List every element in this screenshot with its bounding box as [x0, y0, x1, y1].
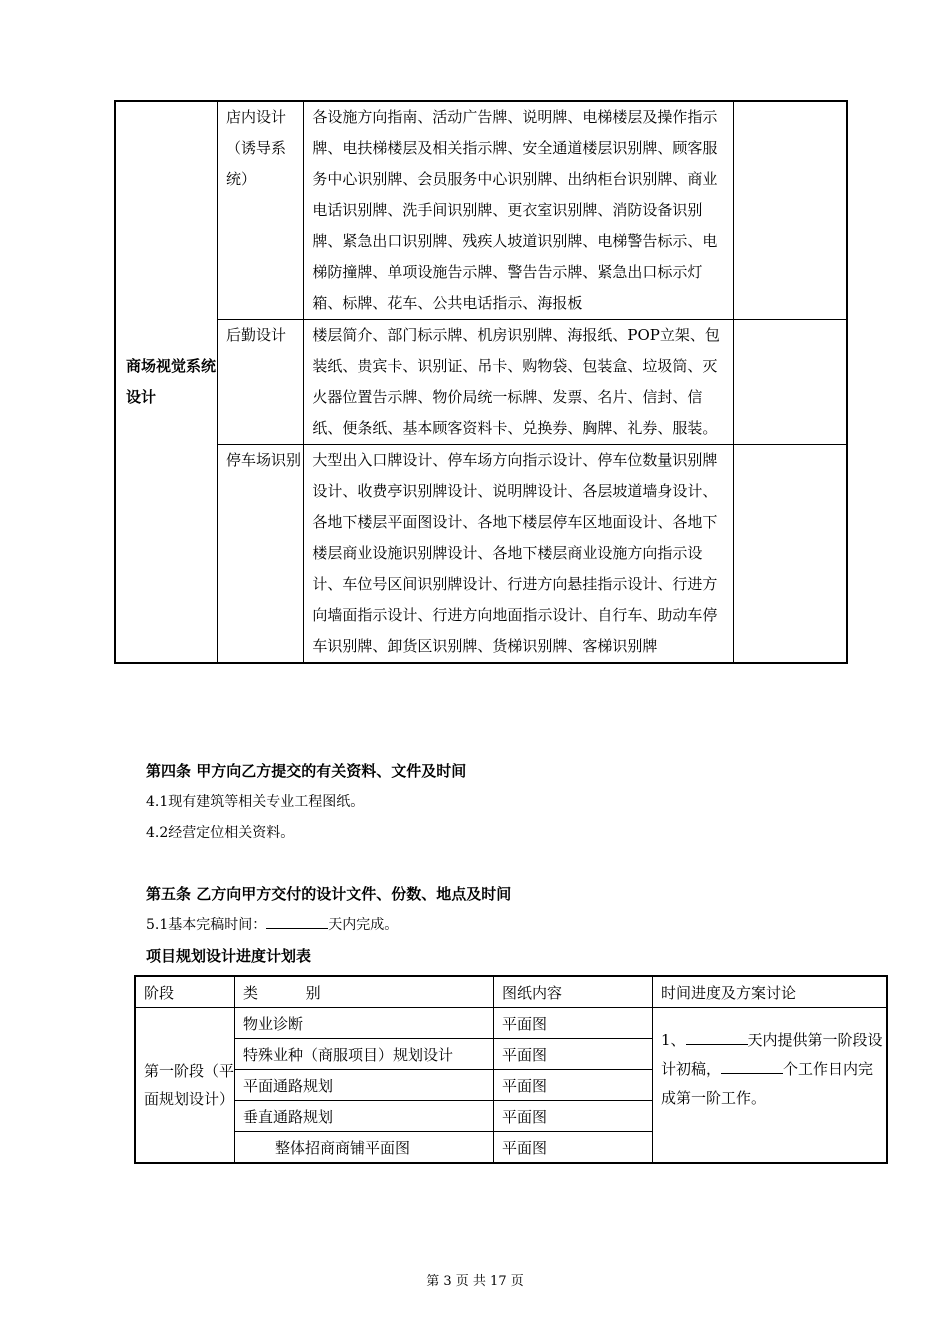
article5-heading: 第五条 乙方向甲方交付的设计文件、份数、地点及时间	[146, 885, 512, 903]
article5-item1	[146, 914, 398, 934]
category-cell: 停车场识别	[218, 445, 304, 664]
item1-suffix: 天内完成。	[328, 917, 399, 933]
content-cell: 大型出入口牌设计、停车场方向指示设计、停车位数量识别牌设计、收费亭识别牌设计、说明牌设计、各层坡道墙身设计、各地下楼层平面图设计、各地下楼层停车区地面设计、各地下楼层商业设施识别牌设计、各地下楼层商业设施方向指示设计、车位号区间识别牌设计、行进方向悬挂指示设计、行进方向墙面指示设计、行进方向地面指示设计、自行车、助动车停车识别牌、卸货区识别牌、货梯识别牌、客梯识别牌	[304, 445, 734, 664]
content-cell: 楼层简介、部门标示牌、机房识别牌、海报纸、POP立架、包装纸、贵宾卡、识别证、吊卡、购物袋、包装盒、垃圾筒、灭火器位置告示牌、物价局统一标牌、发票、名片、信封、信纸、便条纸、基本顾客资料卡、兑换券、胸牌、礼券、服装。	[304, 320, 734, 445]
item-content: 平面图	[494, 1039, 653, 1070]
category-cell: 后勤设计	[218, 320, 304, 445]
table-row	[115, 445, 847, 664]
schedule-table	[134, 975, 888, 1164]
plan-prefix: 1、	[661, 1031, 686, 1049]
blank-field	[721, 1059, 783, 1074]
article4-heading: 第四条 甲方向乙方提交的有关资料、文件及时间	[146, 762, 467, 780]
item-content: 平面图	[494, 1132, 653, 1164]
section-label: 商场视觉系统设计	[115, 101, 218, 663]
page-footer: 第 3 页 共 17 页	[426, 1274, 524, 1289]
header-stage: 阶段	[135, 976, 235, 1008]
item1-prefix: 5.1基本完稿时间：	[146, 917, 267, 933]
table-row	[135, 1008, 887, 1039]
visual-system-table	[114, 100, 848, 664]
item-name: 物业诊断	[235, 1008, 494, 1039]
article4-item2: 4.2经营定位相关资料。	[146, 825, 295, 841]
item-name: 平面通路规划	[235, 1070, 494, 1101]
blank-field	[266, 914, 328, 929]
table-row	[115, 101, 847, 320]
item-name: 垂直通路规划	[235, 1101, 494, 1132]
empty-cell	[734, 445, 847, 664]
header-schedule: 时间进度及方案讨论	[653, 976, 888, 1008]
header-category: 类 别	[235, 976, 494, 1008]
item-content: 平面图	[494, 1008, 653, 1039]
plan-cell	[653, 1008, 888, 1164]
item-name: 特殊业种（商服项目）规划设计	[235, 1039, 494, 1070]
table-row	[115, 320, 847, 445]
plan-mid: 天内提供第一阶段设计初稿，	[661, 1031, 883, 1078]
table-header-row	[135, 976, 887, 1008]
item-content: 平面图	[494, 1101, 653, 1132]
blank-field	[686, 1030, 748, 1045]
item-content: 平面图	[494, 1070, 653, 1101]
header-content: 图纸内容	[494, 976, 653, 1008]
plan-suffix: 个工作日内完成第一阶工作。	[661, 1060, 874, 1107]
article4-item1: 4.1现有建筑等相关专业工程图纸。	[146, 794, 365, 810]
stage-cell: 第一阶段（平面规划设计）	[135, 1008, 235, 1164]
category-cell: 店内设计（诱导系统）	[218, 101, 304, 320]
empty-cell	[734, 101, 847, 320]
item-name: 整体招商商铺平面图	[235, 1132, 494, 1164]
content-cell: 各设施方向指南、活动广告牌、说明牌、电梯楼层及操作指示牌、电扶梯楼层及相关指示牌、安全通道楼层识别牌、顾客服务中心识别牌、会员服务中心识别牌、出纳柜台识别牌、商业电话识别牌、洗手间识别牌、更衣室识别牌、消防设备识别牌、紧急出口识别牌、残疾人坡道识别牌、电梯警告标示、电梯防撞牌、单项设施告示牌、警告告示牌、紧急出口标示灯箱、标牌、花车、公共电话指示、海报板	[304, 101, 734, 320]
empty-cell	[734, 320, 847, 445]
schedule-table-title: 项目规划设计进度计划表	[146, 947, 312, 965]
